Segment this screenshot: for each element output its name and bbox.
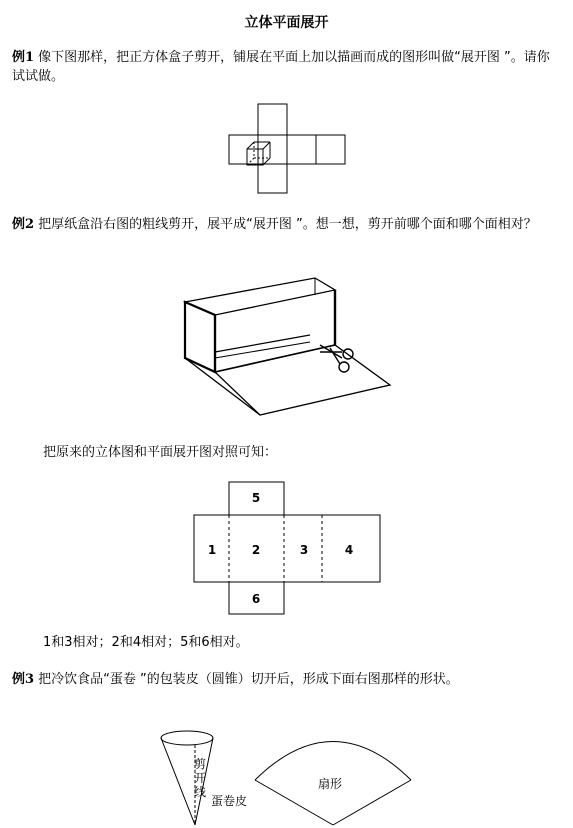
net-face-top [258,104,287,135]
face-label-6: 6 [251,592,261,606]
example-2-text [12,215,560,234]
example-1-text [12,48,560,86]
example-3-body: 把冷饮食品“蛋卷 ”的包装皮（圆锥）切开后，形成下面右图那样的形状。 [34,672,459,687]
cone-rim [161,731,213,745]
box-top-face [185,278,335,315]
box-bottom-flap [215,345,390,415]
cut-line-label: 剪开线 [193,757,206,799]
face-label-5: 5 [251,491,261,505]
example-1-body: 像下图那样，把正方体盒子剪开，铺展在平面上加以描画而成的图形叫做“展开图 ”。请你试试做。 [12,50,550,84]
example-3-label: 例3 [12,672,35,687]
face-label-2: 2 [251,543,261,557]
page-title: 立体平面展开 [244,15,329,31]
example-2-label: 例2 [12,217,35,232]
net-face-far-right [316,135,345,164]
face-label-4: 4 [344,543,354,557]
face-label-1: 1 [207,543,217,557]
scissors-icon [320,345,353,372]
answer-text: 1和3相对；2和4相对；5和6相对。 [43,635,249,650]
face-label-3: 3 [299,543,309,557]
cone-skin-label: 蛋卷皮 [211,794,248,808]
box-cut-figure [180,270,395,420]
sector-label: 扇形 [318,777,343,791]
example-3-text [12,670,560,689]
compare-text: 把原来的立体图和平面展开图对照可知： [43,445,278,460]
labeled-net-figure [192,480,382,615]
net-face-bottom [258,164,287,193]
example-1-label: 例1 [12,50,35,65]
example-2-body: 把厚纸盒沿右图的粗线剪开，展平成“展开图 ”。想一想，剪开前哪个面和哪个面相对？ [34,217,537,232]
net-face-right [287,135,316,164]
cube-net-figure [225,102,350,197]
